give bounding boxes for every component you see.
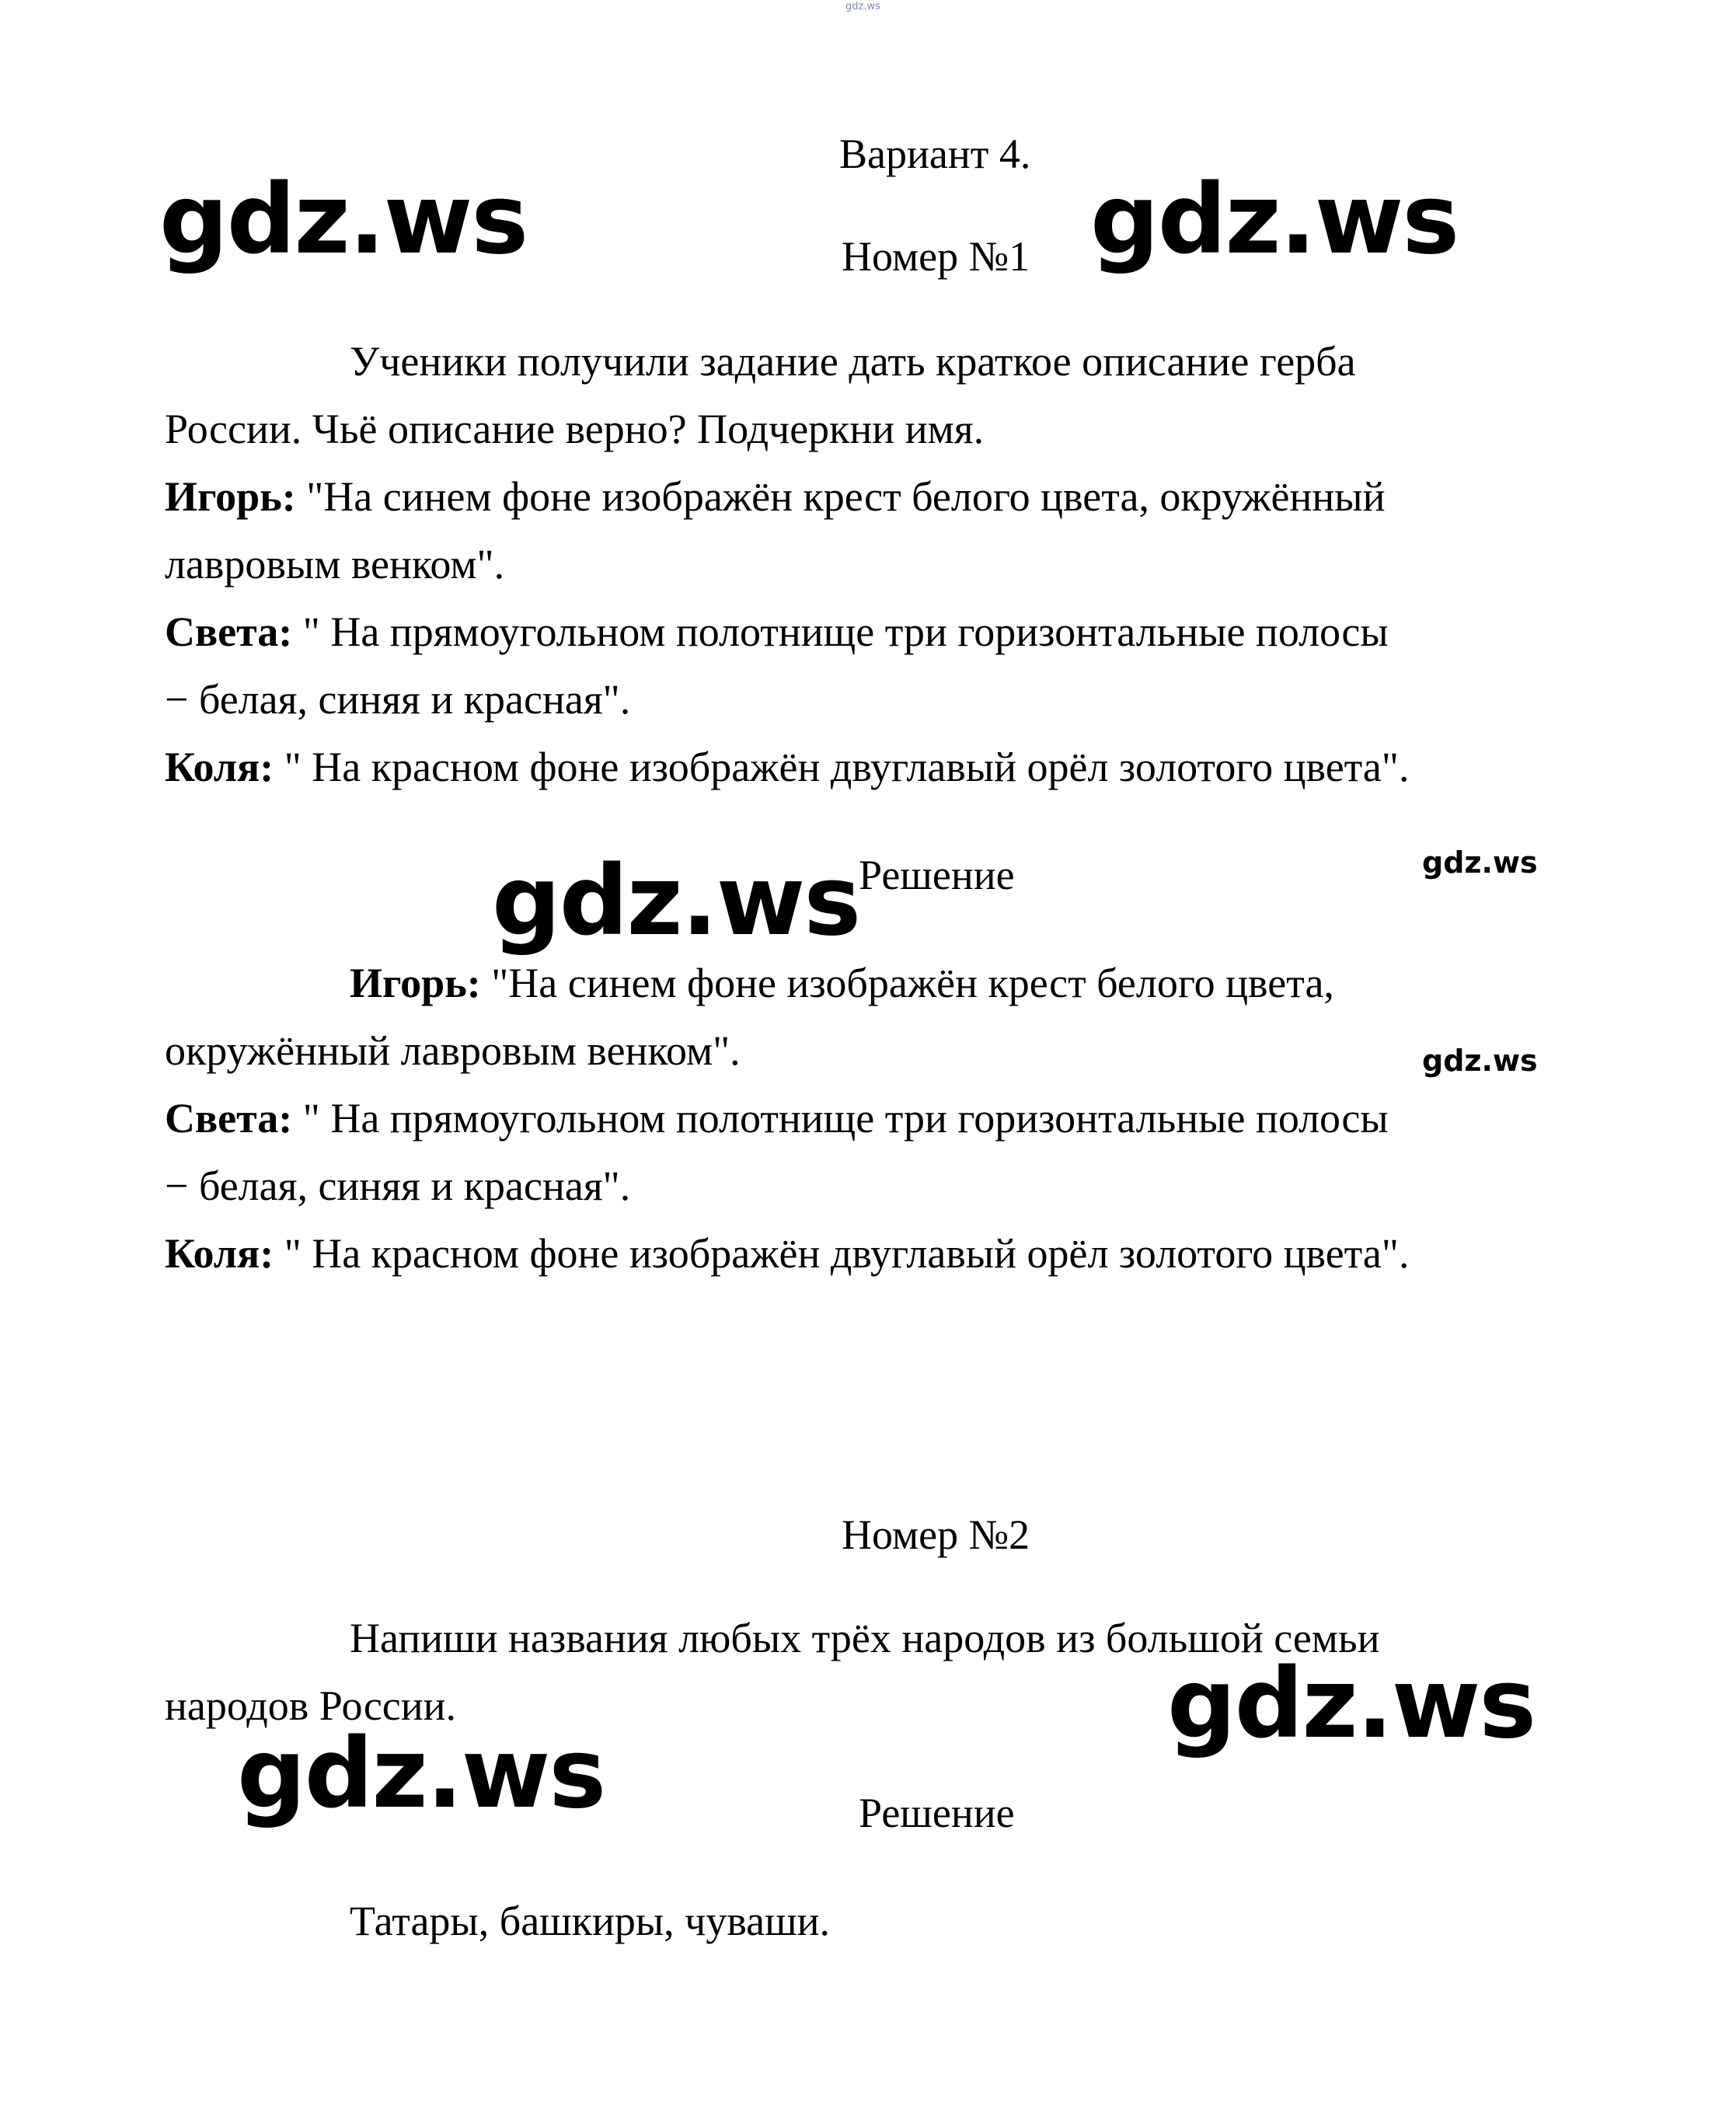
answer-kolya-text: " На красном фоне изображён двуглавый орёл золотого цвета".: [274, 744, 1410, 790]
answer-kolya-name: Коля:: [165, 744, 274, 790]
watermark-small-2: gdz.ws: [1422, 1044, 1538, 1078]
solution-igor-text: "На синем фоне изображён крест белого цвета,: [480, 960, 1334, 1006]
task1-question-line1: Ученики получили задание дать краткое описание герба: [350, 338, 1356, 385]
watermark-small-1: gdz.ws: [1422, 845, 1538, 880]
answer-sveta-line1: [165, 605, 1389, 659]
answer-igor-text: "На синем фоне изображён крест белого цвета, окружённый: [295, 473, 1386, 520]
answer-igor-line2: лавровым венком".: [165, 541, 505, 587]
answer-sveta-name: Света:: [165, 608, 293, 655]
solution-igor-line2: окружённый лавровым венком".: [165, 1027, 741, 1074]
watermark-5: gdz.ws: [237, 1718, 605, 1830]
watermark-4: gdz.ws: [1167, 1648, 1536, 1760]
watermark-2: gdz.ws: [1090, 164, 1459, 276]
task1-number: Номер №1: [842, 233, 1030, 280]
task2-question-line2: народов России.: [165, 1682, 457, 1729]
solution-sveta-name: Света:: [165, 1095, 293, 1142]
task2-answer: Татары, башкиры, чуваши.: [350, 1898, 831, 1944]
answer-kolya-line1: [165, 740, 1409, 794]
watermark-3: gdz.ws: [492, 845, 860, 957]
watermark-tiny: gdz.ws: [845, 1, 880, 12]
variant-title: Вариант 4.: [839, 131, 1031, 177]
answer-sveta-line2: − белая, синяя и красная".: [165, 676, 631, 723]
solution-kolya-text: " На красном фоне изображён двуглавый орёл золотого цвета".: [274, 1230, 1410, 1277]
solution-kolya-name: Коля:: [165, 1230, 274, 1277]
answer-sveta-text: " На прямоугольном полотнище три горизонтальные полосы: [292, 608, 1389, 655]
solution-sveta-line2: − белая, синяя и красная".: [165, 1163, 631, 1209]
answer-igor-name: Игорь:: [165, 473, 296, 520]
watermark-1: gdz.ws: [159, 164, 528, 276]
task2-question-line1: Напиши названия любых трёх народов из большой семьи: [350, 1615, 1380, 1661]
solution-igor-line1: [350, 956, 1334, 1010]
solution-sveta-text: " На прямоугольном полотнище три горизонтальные полосы: [292, 1095, 1389, 1142]
task1-solution-label: Решение: [859, 852, 1015, 898]
task2-solution-label: Решение: [859, 1790, 1015, 1836]
solution-igor-name: Игорь:: [350, 960, 481, 1006]
task1-question-line2: России. Чьё описание верно? Подчеркни имя.: [165, 406, 985, 452]
solution-kolya-line1: [165, 1226, 1409, 1281]
answer-igor-line1: [165, 469, 1385, 524]
solution-sveta-line1: [165, 1091, 1389, 1145]
task2-number: Номер №2: [842, 1511, 1030, 1558]
